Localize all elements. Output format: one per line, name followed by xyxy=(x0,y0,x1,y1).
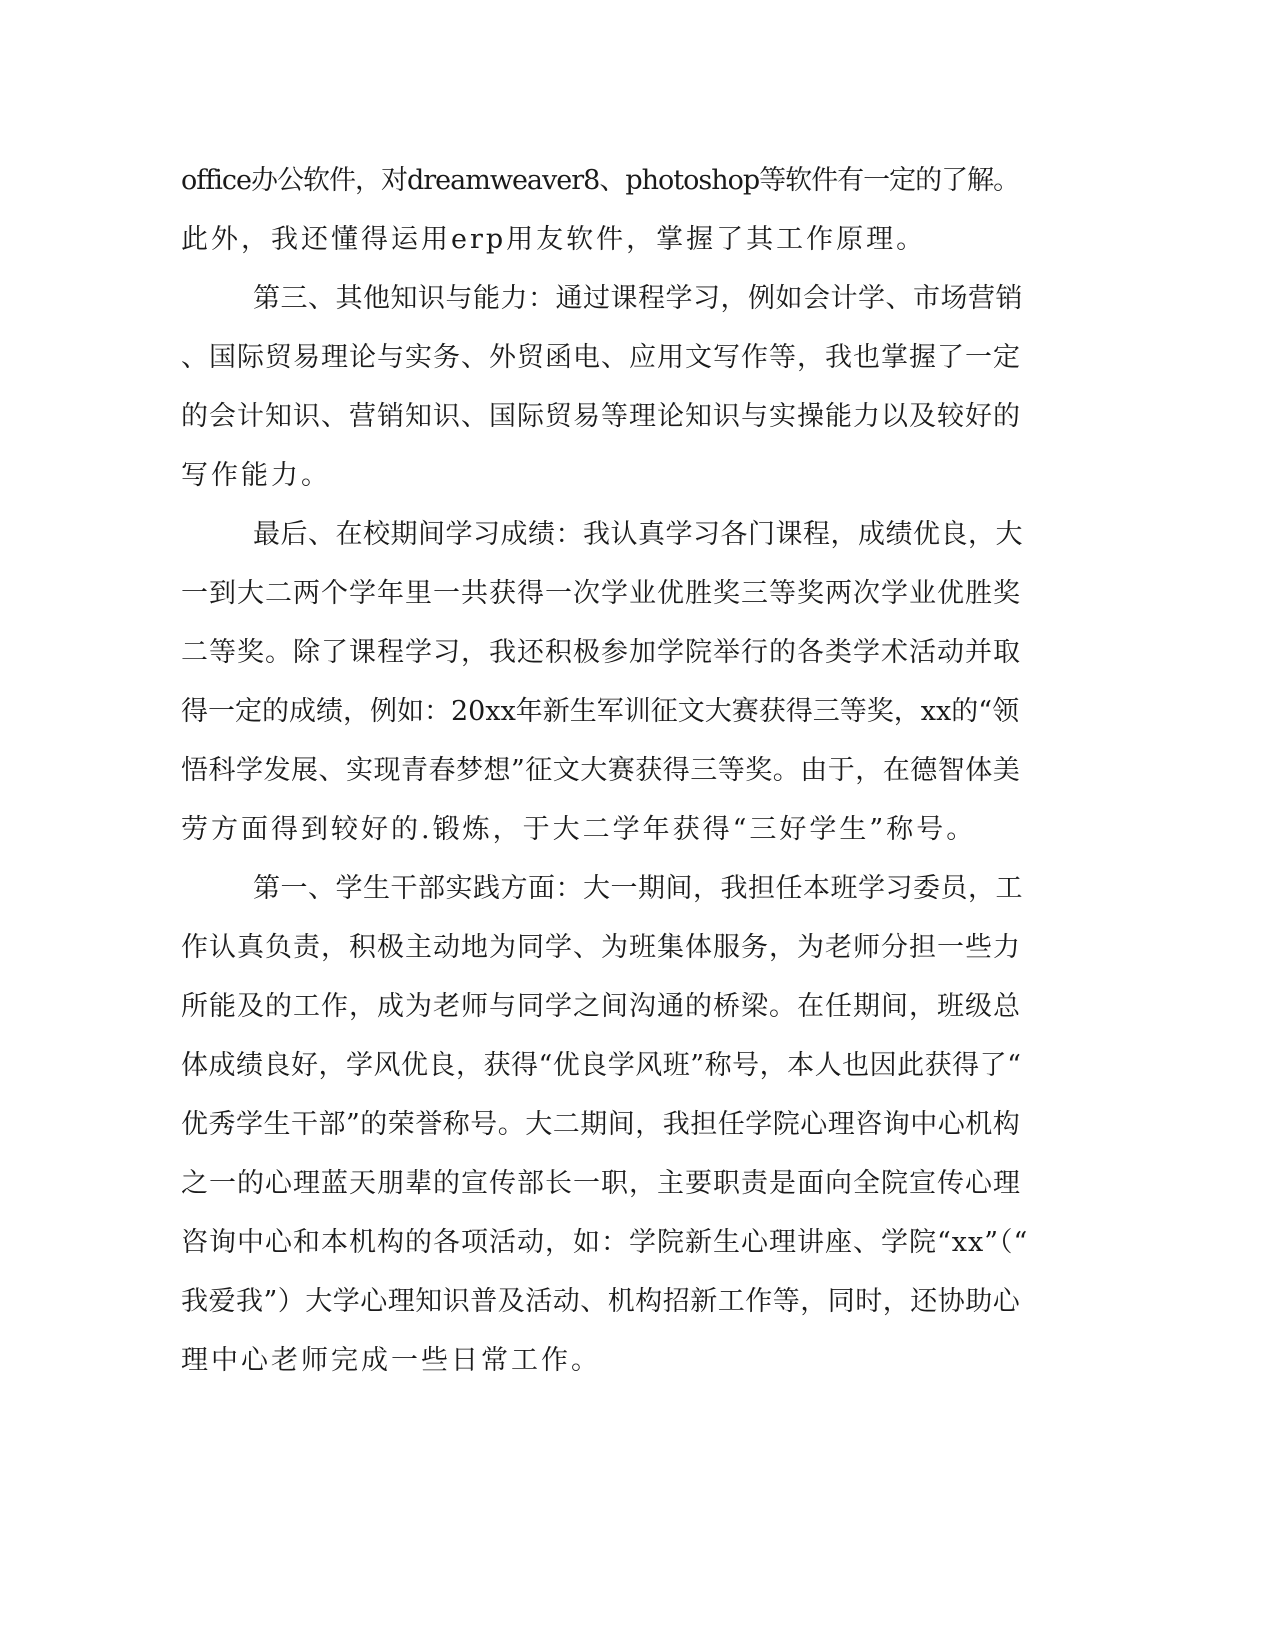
paragraph-start-line: 第一、学生干部实践方面：大一期间，我担任本班学习委员，工 xyxy=(253,873,1023,904)
text-line: 体成绩良好，学风优良，获得“优良学风班”称号，本人也因此获得了“ xyxy=(181,1050,1022,1081)
paragraph-start-line: 最后、在校期间学习成绩：我认真学习各门课程，成绩优良，大 xyxy=(253,519,1023,550)
text-line: 的会计知识、营销知识、国际贸易等理论知识与实操能力以及较好的 xyxy=(181,401,1021,432)
text-line: 所能及的工作，成为老师与同学之间沟通的桥梁。在任期间，班级总 xyxy=(181,991,1021,1022)
paragraph-start-line: 第三、其他知识与能力：通过课程学习，例如会计学、市场营销 xyxy=(253,283,1023,314)
text-line: 作认真负责，积极主动地为同学、为班集体服务，为老师分担一些力 xyxy=(181,932,1021,963)
text-line: 、国际贸易理论与实务、外贸函电、应用文写作等，我也掌握了一定 xyxy=(181,342,1021,373)
text-line: 之一的心理蓝天朋辈的宣传部长一职，主要职责是面向全院宣传心理 xyxy=(181,1168,1021,1199)
text-line: 得一定的成绩，例如：20xx年新生军训征文大赛获得三等奖，xx的“领 xyxy=(181,696,1020,727)
text-line: 写作能力。 xyxy=(181,460,331,491)
text-line: office办公软件，对dreamweaver8、photoshop等软件有一定的了解。 xyxy=(181,165,1020,196)
text-line: 一到大二两个学年里一共获得一次学业优胜奖三等奖两次学业优胜奖 xyxy=(181,578,1021,609)
text-line: 优秀学生干部”的荣誉称号。大二期间，我担任学院心理咨询中心机构 xyxy=(181,1109,1021,1140)
text-line: 我爱我”）大学心理知识普及活动、机构招新工作等，同时，还协助心 xyxy=(181,1286,1021,1317)
text-line: 理中心老师完成一些日常工作。 xyxy=(181,1345,601,1376)
text-line: 咨询中心和本机构的各项活动，如：学院新生心理讲座、学院“xx”（“ xyxy=(181,1227,1029,1258)
text-line: 劳方面得到较好的.锻炼，于大二学年获得“三好学生”称号。 xyxy=(181,814,977,845)
text-line: 此外，我还懂得运用erp用友软件，掌握了其工作原理。 xyxy=(181,224,927,255)
text-line: 二等奖。除了课程学习，我还积极参加学院举行的各类学术活动并取 xyxy=(181,637,1021,668)
text-line: 悟科学发展、实现青春梦想”征文大赛获得三等奖。由于，在德智体美 xyxy=(181,755,1021,786)
